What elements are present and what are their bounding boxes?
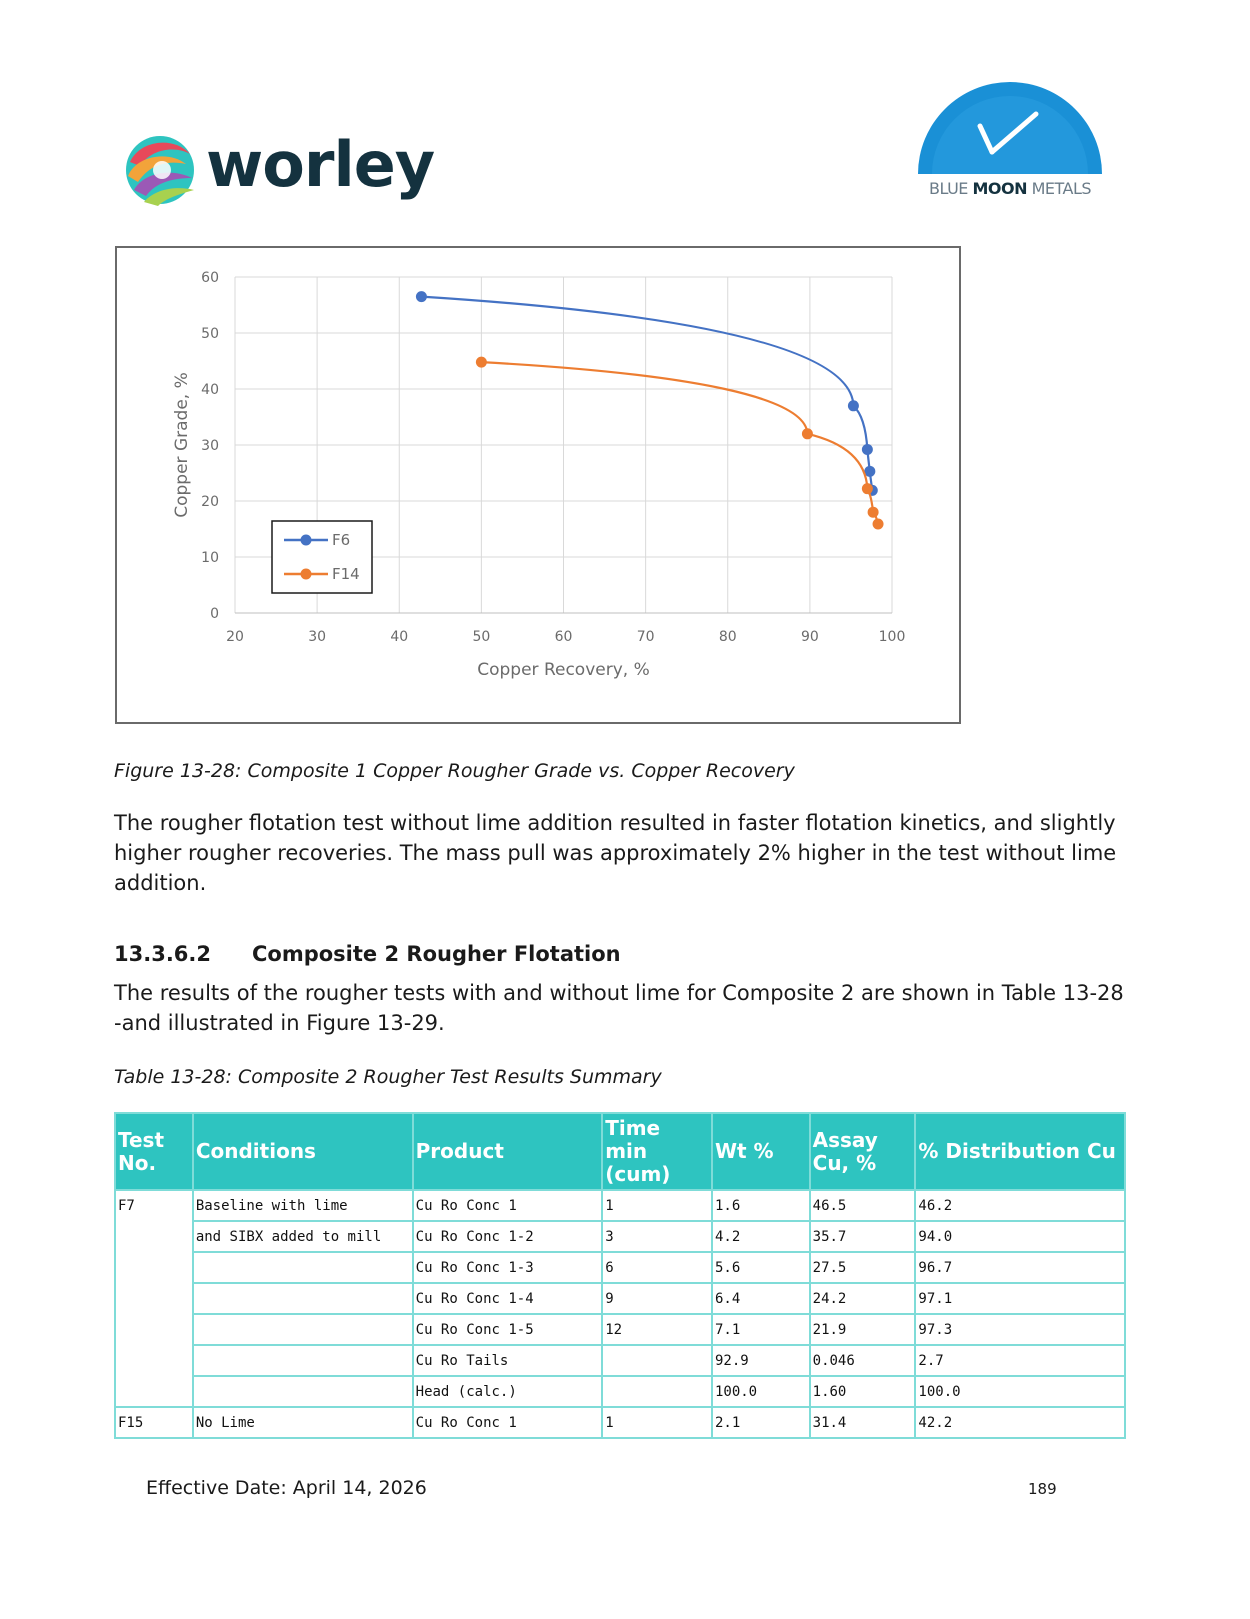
- data-point-f14: [802, 428, 813, 439]
- table-cell: [193, 1252, 413, 1283]
- x-axis-title: Copper Recovery, %: [477, 660, 650, 680]
- x-tick-label: 100: [878, 629, 906, 645]
- data-point-f6: [848, 400, 859, 411]
- x-tick-label: 50: [472, 629, 491, 645]
- table-cell: 6: [602, 1252, 712, 1283]
- table-cell: 31.4: [810, 1407, 916, 1438]
- grade-recovery-chart: [115, 246, 961, 724]
- section-heading: [114, 942, 621, 966]
- results-table: [114, 1112, 1126, 1439]
- table-cell: 35.7: [810, 1221, 916, 1252]
- table-cell: Cu Ro Conc 1: [413, 1407, 603, 1438]
- table-cell: 92.9: [712, 1345, 810, 1376]
- chart-canvas: [117, 248, 959, 722]
- table-header-cell: Assay Cu, %: [810, 1113, 916, 1190]
- table-header-cell: Product: [413, 1113, 603, 1190]
- table-cell: [193, 1283, 413, 1314]
- table-cell: 1: [602, 1190, 712, 1221]
- paragraph-2: The results of the rougher tests with and without lime for Composite 2 are shown in Table 13-28 -and illustrated in Figure 13-29.: [114, 981, 1124, 1035]
- table-row: [115, 1252, 1125, 1283]
- x-tick-label: 90: [800, 629, 819, 645]
- table-cell: 3: [602, 1221, 712, 1252]
- data-point-f14: [868, 507, 879, 518]
- table-row: [115, 1376, 1125, 1407]
- table-cell: 7.1: [712, 1314, 810, 1345]
- y-axis-title: Copper Grade, %: [172, 372, 192, 518]
- series-line-f14: [481, 362, 878, 524]
- table-cell: 100.0: [915, 1376, 1125, 1407]
- table-cell: [193, 1376, 413, 1407]
- table-header-cell: Conditions: [193, 1113, 413, 1190]
- table-cell: 0.046: [810, 1345, 916, 1376]
- legend-marker-f6: [301, 535, 312, 546]
- table-cell: 1.60: [810, 1376, 916, 1407]
- x-tick-label: 80: [718, 629, 737, 645]
- table-cell: F15: [115, 1407, 193, 1438]
- table-cell: 1.6: [712, 1190, 810, 1221]
- section-title: Composite 2 Rougher Flotation: [252, 942, 621, 966]
- table-cell: 100.0: [712, 1376, 810, 1407]
- table-header-cell: Time min (cum): [602, 1113, 712, 1190]
- x-tick-label: 30: [308, 629, 327, 645]
- table-cell: Cu Ro Conc 1-5: [413, 1314, 603, 1345]
- table-cell: Cu Ro Conc 1-4: [413, 1283, 603, 1314]
- table-cell: [115, 1283, 193, 1314]
- table-cell: [115, 1314, 193, 1345]
- table-header-cell: Wt %: [712, 1113, 810, 1190]
- data-point-f14: [862, 483, 873, 494]
- table-cell: 97.1: [915, 1283, 1125, 1314]
- table-cell: 46.2: [915, 1190, 1125, 1221]
- x-tick-label: 60: [554, 629, 573, 645]
- y-tick-label: 20: [201, 494, 219, 510]
- page-number: 189: [1028, 1480, 1057, 1498]
- table-cell: F7: [115, 1190, 193, 1221]
- moon-clock-icon: [910, 78, 1110, 178]
- table-cell: Cu Ro Tails: [413, 1345, 603, 1376]
- table-cell: 2.7: [915, 1345, 1125, 1376]
- table-cell: 2.1: [712, 1407, 810, 1438]
- x-tick-label: 40: [390, 629, 409, 645]
- table-cell: [193, 1314, 413, 1345]
- table-cell: 42.2: [915, 1407, 1125, 1438]
- table-cell: No Lime: [193, 1407, 413, 1438]
- section-number: 13.3.6.2: [114, 942, 211, 966]
- table-header-cell: Test No.: [115, 1113, 193, 1190]
- table-cell: and SIBX added to mill: [193, 1221, 413, 1252]
- y-tick-label: 40: [201, 382, 219, 398]
- table-cell: [602, 1345, 712, 1376]
- table-row: [115, 1221, 1125, 1252]
- table-cell: [193, 1345, 413, 1376]
- table-header-row: [115, 1113, 1125, 1190]
- table-row: [115, 1314, 1125, 1345]
- y-tick-label: 0: [210, 606, 219, 622]
- y-tick-label: 50: [201, 326, 219, 342]
- table-cell: Cu Ro Conc 1: [413, 1190, 603, 1221]
- table-cell: 6.4: [712, 1283, 810, 1314]
- table-cell: 1: [602, 1407, 712, 1438]
- table-cell: 94.0: [915, 1221, 1125, 1252]
- table-cell: [602, 1376, 712, 1407]
- table-row: [115, 1283, 1125, 1314]
- data-point-f6: [862, 444, 873, 455]
- data-point-f14: [476, 357, 487, 368]
- worley-logo: [122, 128, 442, 212]
- figure-caption: Figure 13-28: Composite 1 Copper Rougher Grade vs. Copper Recovery: [114, 760, 795, 782]
- x-tick-label: 70: [636, 629, 655, 645]
- table-cell: 46.5: [810, 1190, 916, 1221]
- blue-moon-wordmark: BLUE MOON METALS: [928, 179, 1092, 198]
- table-row: [115, 1407, 1125, 1438]
- y-tick-label: 30: [201, 438, 219, 454]
- paragraph-1: The rougher flotation test without lime addition resulted in faster flotation kinetics, and slightly higher rougher recoveries. The mass pull was approximately 2% higher in the test without lime addition.: [114, 811, 1117, 895]
- table-row: [115, 1190, 1125, 1221]
- worley-swirl-icon: [122, 132, 202, 212]
- data-point-f14: [873, 518, 884, 529]
- table-cell: Head (calc.): [413, 1376, 603, 1407]
- table-cell: 4.2: [712, 1221, 810, 1252]
- table-row: [115, 1345, 1125, 1376]
- table-cell: Cu Ro Conc 1-2: [413, 1221, 603, 1252]
- table-cell: [115, 1376, 193, 1407]
- table-cell: [115, 1221, 193, 1252]
- table-cell: 9: [602, 1283, 712, 1314]
- table-cell: [115, 1252, 193, 1283]
- legend-marker-f14: [301, 569, 312, 580]
- y-tick-label: 60: [201, 270, 219, 286]
- table-cell: [115, 1345, 193, 1376]
- table-cell: 12: [602, 1314, 712, 1345]
- series-line-f6: [421, 297, 872, 491]
- y-tick-label: 10: [201, 550, 219, 566]
- table-cell: 24.2: [810, 1283, 916, 1314]
- legend-label: F14: [332, 565, 360, 583]
- table-cell: 96.7: [915, 1252, 1125, 1283]
- table-cell: Cu Ro Conc 1-3: [413, 1252, 603, 1283]
- x-tick-label: 20: [226, 629, 244, 645]
- legend-label: F6: [332, 531, 351, 549]
- data-point-f6: [416, 291, 427, 302]
- footer-effective-date: Effective Date: April 14, 2026: [146, 1477, 427, 1499]
- worley-wordmark: worley: [206, 128, 435, 201]
- blue-moon-logo: [910, 78, 1110, 203]
- table-cell: 97.3: [915, 1314, 1125, 1345]
- table-caption: Table 13-28: Composite 2 Rougher Test Results Summary: [114, 1066, 662, 1088]
- table-cell: Baseline with lime: [193, 1190, 413, 1221]
- table-header-cell: % Distribution Cu: [915, 1113, 1125, 1190]
- table-cell: 5.6: [712, 1252, 810, 1283]
- table-cell: 27.5: [810, 1252, 916, 1283]
- table-cell: 21.9: [810, 1314, 916, 1345]
